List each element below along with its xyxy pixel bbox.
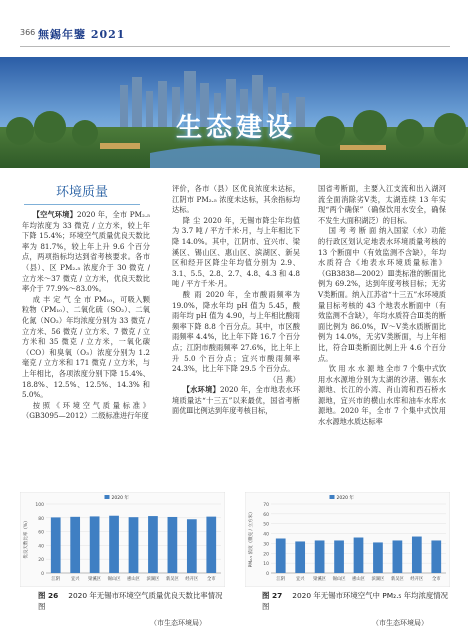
chart-good-air-days: [20, 492, 225, 587]
y-tick-label: 100: [35, 503, 44, 508]
x-tick-label: 惠山区: [352, 577, 365, 582]
header-rule: [20, 46, 450, 47]
y-tick-label: 20: [38, 558, 44, 564]
x-tick-label: 全市: [431, 577, 441, 582]
paragraph-lead: 【空气环境】: [32, 210, 78, 219]
paragraph: 国 考 考 断 面 纳入国家（水）功能的行政区划认定地表水环境质量考核的 13 个断面中（有效监测不含缺），年均水质符合《地表水环境质量标准》（GB3838—2002）Ⅲ类标准的断面比例为 69.2%，达到年度考核目标；无劣Ⅴ类断面。纳入江苏省“十三五”水环境质量目标考核的 43 个地表水断面中（有效监测不含缺），年均水质符合Ⅲ类的断面比例为 86.0%，Ⅳ～Ⅴ类水质断面比例为 14.0%，无劣Ⅴ类断面，与上年相比，符合Ⅲ类断面比例上升 4.6 个百分点。: [318, 226, 446, 363]
y-axis-label: PM₂.₅ 浓度（微克 / 立方米）: [249, 509, 254, 568]
x-tick-label: 锡山区: [332, 577, 346, 582]
bar: [168, 517, 178, 573]
bar: [206, 517, 216, 573]
paragraph: 评价，各市（县）区优良浓度未达标，江阴市 PM₂.₅ 浓度未达标，其余指标均达标。: [172, 184, 300, 215]
legend-swatch: [105, 495, 110, 499]
section-title-box: [24, 182, 140, 205]
x-tick-label: 全市: [206, 577, 216, 582]
bar: [70, 517, 80, 573]
paragraph: 按照《环境空气质量标准》（GB3095—2012）二级标准进行年度: [22, 400, 150, 421]
figure-27-credit: （市生态环境局）: [372, 619, 428, 627]
paragraph: 降 尘 2020 年，无锡市降尘年均值为 3.7 吨 / 平方千米·月，与上年相比下降 14.0%。其中，江阴市、宜兴市、梁溪区、锡山区、惠山区、滨湖区、新吴区和经开区降尘年均值分别为 2.9、3.1、5.5、2.8、2.7、4.8、4.3 和 4.8 吨 / 平方千米·月。: [172, 215, 300, 289]
legend-label: 2020 年: [111, 495, 129, 501]
y-tick-label: 0: [41, 572, 44, 577]
figure-27-caption: 图 27 2020 年无锡市环境空气中 PM₂.₅ 年均浓度情况图: [262, 591, 449, 611]
bar: [51, 517, 61, 573]
paragraph: 【水环境】2020 年，全市地表水环境质量达“十三五”以来最优，国省考断面优Ⅲ比例达到年度考核目标，: [172, 385, 300, 416]
x-tick-label: 锡山区: [107, 577, 121, 582]
bar: [315, 540, 325, 573]
bar: [334, 540, 344, 573]
x-tick-label: 惠山区: [127, 577, 140, 582]
chart-pm25-concentration: [245, 492, 450, 587]
y-axis-label: 优良天数比率（%）: [24, 518, 29, 559]
page-number: 366: [20, 28, 36, 37]
paragraph-lead: 【水环境】: [182, 385, 220, 395]
paragraph: 【空气环境】2020 年，全市 PM₂.₅ 年均浓度为 33 微克 / 立方米，较上年下降 15.4%；环境空气质量优良天数比率为 81.7%，较上年上升 9.6 个百分点，两项指标均达到省考核要求。各市（县）、区 PM₂.₅ 浓度介于 30 微克 / 立方米～37 微克 / 立方米，优良天数比率介于 77.9%～83.0%。: [22, 210, 150, 294]
paragraph: 国省考断面，主要入江支流和出入湖河流全面消除劣Ⅴ类，太湖连续 13 年实现“两个确保”（确保饮用水安全，确保不发生大面积湖泛）的目标。: [318, 184, 446, 225]
x-tick-label: 滨湖区: [371, 577, 385, 582]
y-tick-label: 60: [263, 512, 269, 518]
text-column-1: [22, 210, 150, 422]
figure-26-credit: （市生态环境局）: [150, 619, 206, 627]
section-title: 环境质量: [55, 185, 108, 200]
bar: [109, 516, 119, 573]
text-column-2: [172, 184, 300, 417]
legend-swatch: [330, 495, 335, 499]
x-tick-label: 江阴: [51, 577, 61, 582]
x-tick-label: 经开区: [410, 577, 424, 582]
bar: [393, 540, 403, 573]
bar: [373, 542, 383, 573]
y-tick-label: 70: [263, 503, 269, 508]
author-credit: （吕 燕）: [268, 374, 300, 384]
x-tick-label: 梁溪区: [313, 577, 327, 582]
y-tick-label: 80: [38, 516, 44, 522]
x-tick-label: 宜兴: [70, 577, 80, 582]
bar: [276, 539, 286, 574]
legend-label: 2020 年: [336, 495, 354, 501]
x-tick-label: 滨湖区: [146, 577, 160, 582]
y-tick-label: 10: [263, 562, 269, 568]
y-tick-label: 0: [266, 572, 269, 577]
paragraph: 酸 雨 2020 年，全市酸雨频率为 19.0%，降水年均 pH 值为 5.45，酸雨年均 pH 值为 4.90，与上年相比酸雨频率下降 8.8 个百分点。其中，市区酸雨频率 4.4%，比上年下降 16.7 个百分点；江阴市酸雨频率 27.6%，比上年上升 5.0 个百分点；宜兴市酸雨频率 24.3%，比上年下降 29.5 个百分点。: [172, 289, 300, 374]
bar: [412, 537, 422, 573]
y-tick-label: 30: [263, 542, 269, 548]
x-tick-label: 新吴区: [165, 577, 179, 582]
yearbook-title: 無錫年鑒 2021: [38, 28, 126, 41]
y-tick-label: 40: [38, 544, 44, 550]
figure-26-caption: 图 26 2020 年无锡市环境空气质量优良天数比率情况图: [38, 591, 223, 611]
y-tick-label: 50: [263, 522, 269, 528]
x-tick-label: 新吴区: [390, 577, 404, 582]
paragraph: 成 丰 定 气 全 市 PM₁₀，可吸入颗粒物（PM₁₀）、二氧化硫（SO₂）、二氧化氮（NO₂）年均浓度分别为 33 微克 / 立方米、56 微克 / 立方米、7 微克 / 立方米和 35 微克 / 立方米，一氧化碳（CO）和臭氧（O₃）浓度分别为 1.2 毫克 / 立方米和 171 微克 / 立方米，与上年相比，各项浓度分别下降 15.4%、18.8%、12.5%、12.5%、14.3% 和 5.0%。: [22, 294, 150, 400]
bar: [129, 517, 139, 573]
bar: [431, 540, 441, 573]
bar: [90, 516, 100, 573]
page-header: [20, 26, 450, 42]
y-tick-label: 60: [38, 530, 44, 536]
x-tick-label: 宜兴: [295, 577, 305, 582]
bar: [295, 541, 305, 573]
banner-title: 生态建设: [176, 113, 297, 143]
y-tick-label: 40: [263, 532, 269, 538]
y-tick-label: 20: [263, 552, 269, 558]
x-tick-label: 经开区: [185, 577, 199, 582]
bar: [148, 516, 158, 573]
bar: [354, 538, 364, 573]
paragraph: 饮 用 水 水 源 地 全市 7 个集中式饮用水水源地分别为太湖的沙渚、锡东水源地、长江的小湾、肖山湾和西石桥水源地，宜兴市的横山水库和油车水库水源地。2020 年，全市 7 个集中式饮用水水源地水质达标率: [318, 364, 446, 427]
x-tick-label: 江阴: [276, 577, 286, 582]
x-tick-label: 梁溪区: [88, 577, 102, 582]
bar: [187, 519, 197, 573]
text-column-3: [318, 184, 446, 428]
